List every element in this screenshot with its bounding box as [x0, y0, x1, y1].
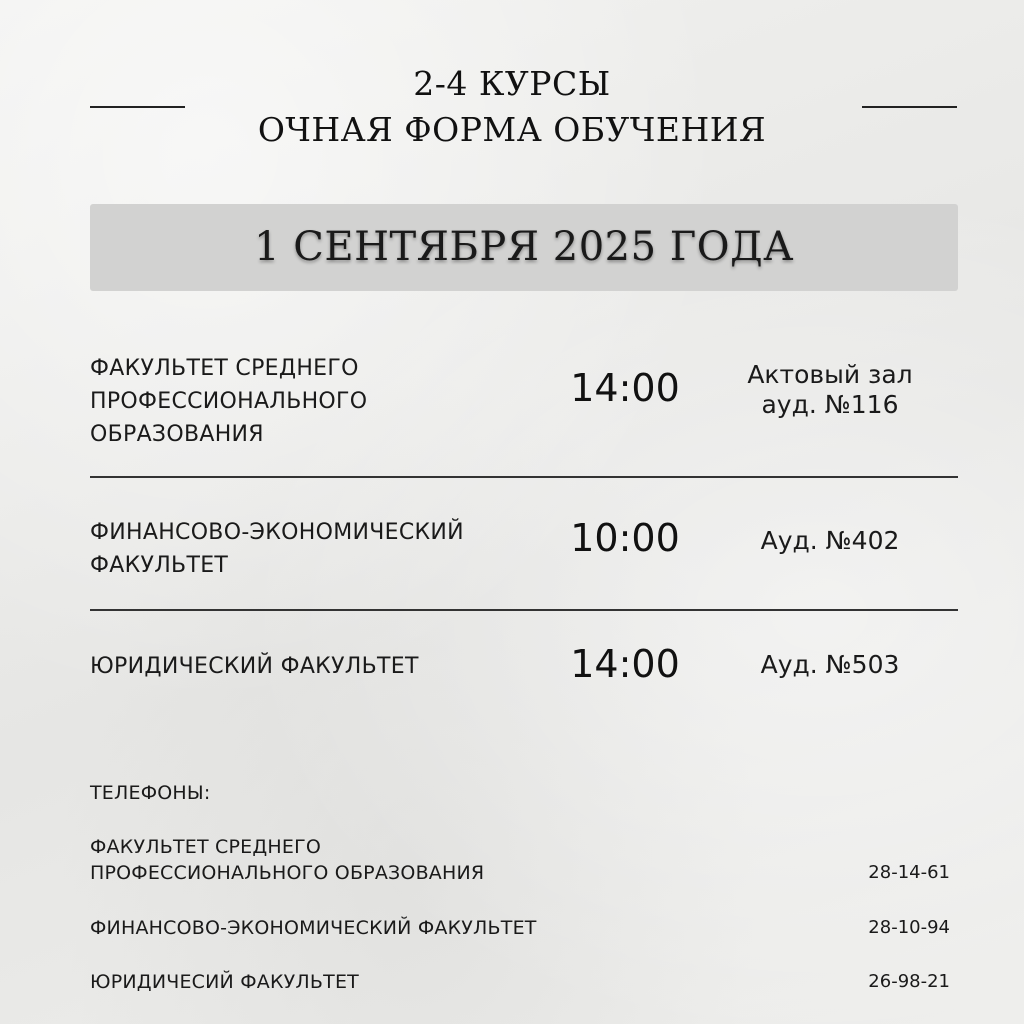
date-banner	[90, 204, 958, 291]
header-rule-left	[90, 106, 185, 108]
schedule-faculty: ФАКУЛЬТЕТ СРЕДНЕГО ПРОФЕССИОНАЛЬНОГО ОБРАЗОВАНИЯ	[90, 356, 368, 447]
row-divider	[90, 476, 958, 478]
phone-faculty-name: ФАКУЛЬТЕТ СРЕДНЕГО ПРОФЕССИОНАЛЬНОГО ОБРАЗОВАНИЯ	[90, 836, 485, 884]
phone-number: 26-98-21	[868, 971, 950, 992]
phone-faculty-name: ЮРИДИЧЕСИЙ ФАКУЛЬТЕТ	[90, 971, 359, 993]
schedule-room: Актовый зал ауд. №116	[747, 360, 913, 419]
phones-heading: ТЕЛЕФОНЫ:	[90, 782, 211, 804]
schedule-faculty: ЮРИДИЧЕСКИЙ ФАКУЛЬТЕТ	[90, 654, 419, 679]
schedule-time: 10:00	[570, 516, 680, 560]
schedule-time: 14:00	[570, 642, 680, 686]
phone-faculty-name: ФИНАНСОВО-ЭКОНОМИЧЕСКИЙ ФАКУЛЬТЕТ	[90, 917, 537, 939]
schedule-time: 14:00	[570, 366, 680, 410]
header-title-line2: ОЧНАЯ ФОРМА ОБУЧЕНИЯ	[257, 110, 767, 149]
date-banner-text: 1 СЕНТЯБРЯ 2025 ГОДА	[254, 224, 794, 270]
phone-number: 28-14-61	[868, 862, 950, 883]
header-rule-right	[862, 106, 957, 108]
schedule-room: Ауд. №503	[760, 650, 900, 679]
schedule-room: Ауд. №402	[760, 526, 900, 555]
header-title-line1: 2-4 КУРСЫ	[413, 64, 611, 103]
row-divider	[90, 609, 958, 611]
schedule-faculty: ФИНАНСОВО-ЭКОНОМИЧЕСКИЙ ФАКУЛЬТЕТ	[90, 520, 464, 578]
phone-number: 28-10-94	[868, 917, 950, 938]
